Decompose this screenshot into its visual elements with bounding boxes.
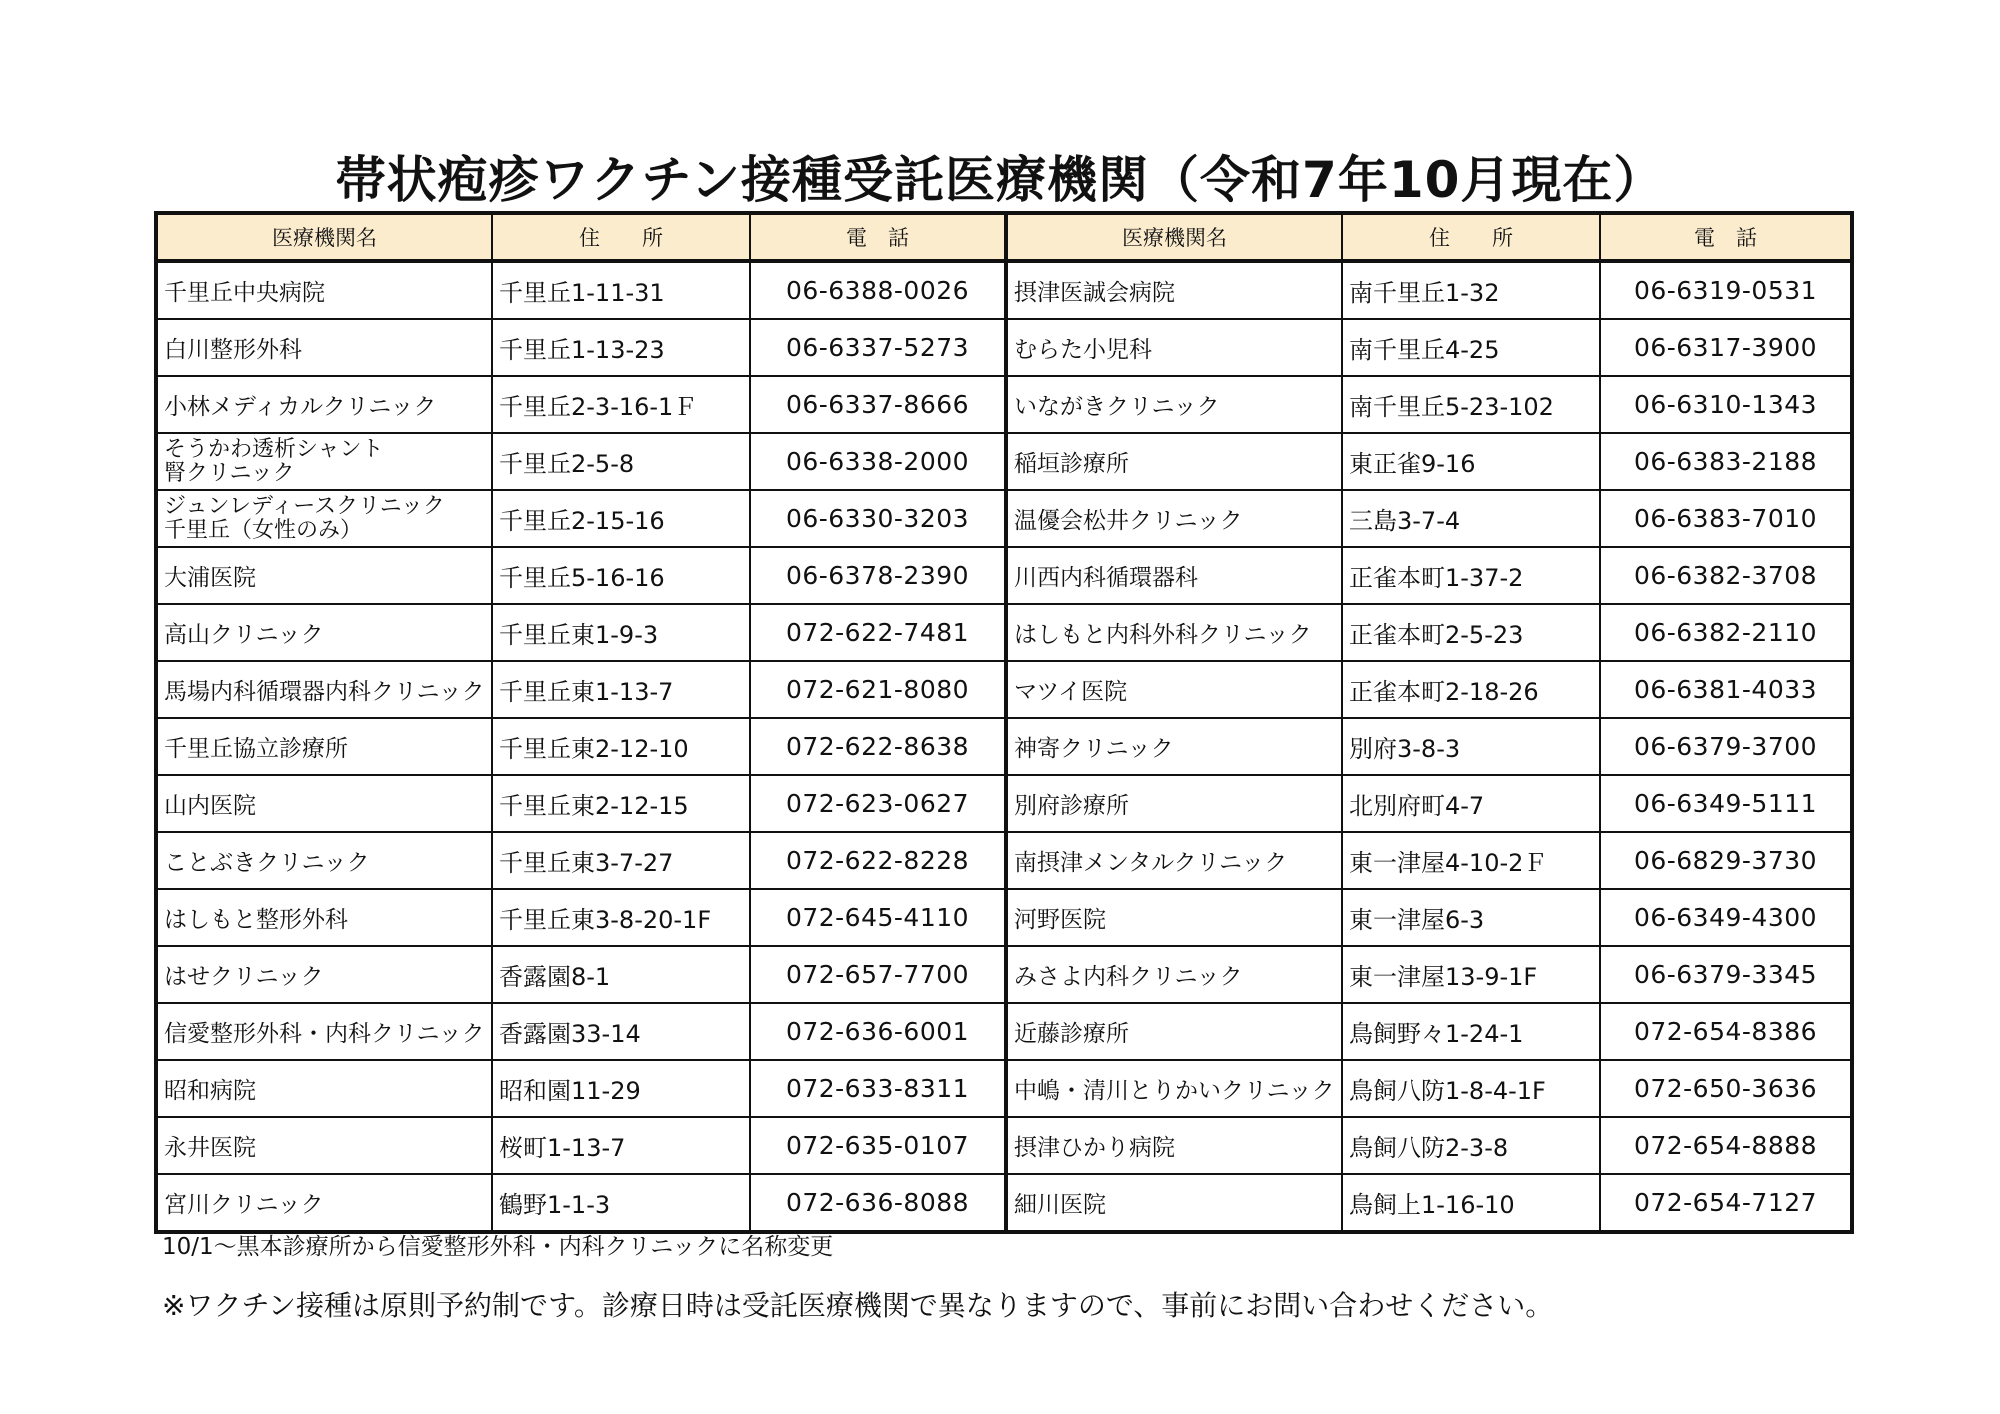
clinic-name-cell: 永井医院: [156, 1117, 492, 1174]
address-cell: 桜町1-13-7: [492, 1117, 750, 1174]
phone-cell: 072-645-4110: [750, 889, 1006, 946]
address-cell: 千里丘5-16-16: [492, 547, 750, 604]
address-cell: 千里丘1-13-23: [492, 319, 750, 376]
table-row: [156, 261, 1852, 319]
clinic-name-cell: 別府診療所: [1006, 775, 1342, 832]
phone-cell: 06-6349-4300: [1600, 889, 1852, 946]
clinic-name-cell: 摂津医誠会病院: [1006, 261, 1342, 319]
phone-cell: 072-636-6001: [750, 1003, 1006, 1060]
table-row: [156, 1060, 1852, 1117]
clinic-name-cell: むらた小児科: [1006, 319, 1342, 376]
clinic-name-cell: 宮川クリニック: [156, 1174, 492, 1232]
clinic-name-cell: 昭和病院: [156, 1060, 492, 1117]
address-cell: 千里丘2-5-8: [492, 433, 750, 490]
address-cell: 千里丘東3-8-20-1F: [492, 889, 750, 946]
address-cell: 南千里丘1-32: [1342, 261, 1600, 319]
clinic-table-wrapper: [154, 211, 1850, 1234]
table-row: [156, 1117, 1852, 1174]
address-cell: 三島3-7-4: [1342, 490, 1600, 547]
table-row: [156, 718, 1852, 775]
clinic-name-cell: 摂津ひかり病院: [1006, 1117, 1342, 1174]
clinic-name-cell: マツイ医院: [1006, 661, 1342, 718]
clinic-name-cell: 近藤診療所: [1006, 1003, 1342, 1060]
clinic-name-cell: 信愛整形外科・内科クリニック: [156, 1003, 492, 1060]
page-title: 帯状疱疹ワクチン接種受託医療機関（令和7年10月現在）: [335, 151, 1665, 209]
address-cell: 千里丘東2-12-10: [492, 718, 750, 775]
address-cell: 千里丘東2-12-15: [492, 775, 750, 832]
table-row: [156, 661, 1852, 718]
address-cell: 正雀本町2-18-26: [1342, 661, 1600, 718]
address-cell: 北別府町4-7: [1342, 775, 1600, 832]
clinic-name-cell: ことぶきクリニック: [156, 832, 492, 889]
phone-cell: 06-6330-3203: [750, 490, 1006, 547]
address-cell: 別府3-8-3: [1342, 718, 1600, 775]
table-row: [156, 319, 1852, 376]
phone-cell: 06-6379-3700: [1600, 718, 1852, 775]
clinic-name-cell: 千里丘協立診療所: [156, 718, 492, 775]
column-header-phone-right: 電 話: [1600, 213, 1852, 261]
column-header-name-left: 医療機関名: [156, 213, 492, 261]
clinic-name-cell: 白川整形外科: [156, 319, 492, 376]
table-row: [156, 604, 1852, 661]
phone-cell: 06-6382-2110: [1600, 604, 1852, 661]
phone-cell: 072-635-0107: [750, 1117, 1006, 1174]
phone-cell: 072-622-8228: [750, 832, 1006, 889]
clinic-name-cell: 稲垣診療所: [1006, 433, 1342, 490]
address-cell: 香露園33-14: [492, 1003, 750, 1060]
table-row: [156, 490, 1852, 547]
table-row: [156, 376, 1852, 433]
column-header-address-left: 住 所: [492, 213, 750, 261]
phone-cell: 072-633-8311: [750, 1060, 1006, 1117]
clinic-name-cell: 山内医院: [156, 775, 492, 832]
clinic-name-cell: 千里丘中央病院: [156, 261, 492, 319]
address-cell: 東一津屋13-9-1F: [1342, 946, 1600, 1003]
table-header-row: [156, 213, 1852, 261]
address-cell: 南千里丘5-23-102: [1342, 376, 1600, 433]
phone-cell: 072-623-0627: [750, 775, 1006, 832]
name-change-note: 10/1～黒本診療所から信愛整形外科・内科クリニックに名称変更: [162, 1234, 834, 1260]
phone-cell: 072-650-3636: [1600, 1060, 1852, 1117]
phone-cell: 06-6349-5111: [1600, 775, 1852, 832]
clinic-name-cell: 高山クリニック: [156, 604, 492, 661]
table-row: [156, 889, 1852, 946]
phone-cell: 06-6382-3708: [1600, 547, 1852, 604]
address-cell: 千里丘1-11-31: [492, 261, 750, 319]
address-cell: 鶴野1-1-3: [492, 1174, 750, 1232]
phone-cell: 072-654-8386: [1600, 1003, 1852, 1060]
column-header-address-right: 住 所: [1342, 213, 1600, 261]
address-cell: 千里丘2-3-16-1Ｆ: [492, 376, 750, 433]
address-cell: 正雀本町1-37-2: [1342, 547, 1600, 604]
clinic-name-cell: はせクリニック: [156, 946, 492, 1003]
address-cell: 南千里丘4-25: [1342, 319, 1600, 376]
phone-cell: 06-6383-2188: [1600, 433, 1852, 490]
phone-cell: 06-6337-5273: [750, 319, 1006, 376]
phone-cell: 072-622-8638: [750, 718, 1006, 775]
table-body: [156, 261, 1852, 1232]
phone-cell: 06-6388-0026: [750, 261, 1006, 319]
reservation-note: ※ワクチン接種は原則予約制です。診療日時は受託医療機関で異なりますので、事前にお問い合わせください。: [162, 1289, 1554, 1322]
address-cell: 香露園8-1: [492, 946, 750, 1003]
table-row: [156, 1003, 1852, 1060]
address-cell: 鳥飼八防2-3-8: [1342, 1117, 1600, 1174]
table-row: [156, 775, 1852, 832]
phone-cell: 06-6379-3345: [1600, 946, 1852, 1003]
phone-cell: 072-654-8888: [1600, 1117, 1852, 1174]
phone-cell: 072-657-7700: [750, 946, 1006, 1003]
address-cell: 鳥飼八防1-8-4-1F: [1342, 1060, 1600, 1117]
phone-cell: 072-621-8080: [750, 661, 1006, 718]
phone-cell: 06-6381-4033: [1600, 661, 1852, 718]
address-cell: 東正雀9-16: [1342, 433, 1600, 490]
table-row: [156, 1174, 1852, 1232]
clinic-name-cell: いながきクリニック: [1006, 376, 1342, 433]
phone-cell: 072-622-7481: [750, 604, 1006, 661]
phone-cell: 06-6317-3900: [1600, 319, 1852, 376]
clinic-name-cell: 細川医院: [1006, 1174, 1342, 1232]
address-cell: 千里丘東1-13-7: [492, 661, 750, 718]
address-cell: 鳥飼野々1-24-1: [1342, 1003, 1600, 1060]
address-cell: 千里丘2-15-16: [492, 490, 750, 547]
address-cell: 千里丘東1-9-3: [492, 604, 750, 661]
clinic-name-cell: はしもと内科外科クリニック: [1006, 604, 1342, 661]
phone-cell: 06-6338-2000: [750, 433, 1006, 490]
address-cell: 鳥飼上1-16-10: [1342, 1174, 1600, 1232]
phone-cell: 06-6337-8666: [750, 376, 1006, 433]
table-row: [156, 946, 1852, 1003]
clinic-name-cell: 中嶋・清川とりかいクリニック: [1006, 1060, 1342, 1117]
address-cell: 千里丘東3-7-27: [492, 832, 750, 889]
clinic-name-cell: 河野医院: [1006, 889, 1342, 946]
clinic-table: [154, 211, 1854, 1234]
clinic-name-cell: 大浦医院: [156, 547, 492, 604]
clinic-name-cell: 小林メディカルクリニック: [156, 376, 492, 433]
table-row: [156, 433, 1852, 490]
address-cell: 東一津屋6-3: [1342, 889, 1600, 946]
clinic-name-cell: 南摂津メンタルクリニック: [1006, 832, 1342, 889]
phone-cell: 072-654-7127: [1600, 1174, 1852, 1232]
clinic-name-cell: みさよ内科クリニック: [1006, 946, 1342, 1003]
address-cell: 正雀本町2-5-23: [1342, 604, 1600, 661]
table-row: [156, 832, 1852, 889]
column-header-phone-left: 電 話: [750, 213, 1006, 261]
phone-cell: 072-636-8088: [750, 1174, 1006, 1232]
clinic-name-cell: 神寄クリニック: [1006, 718, 1342, 775]
table-row: [156, 547, 1852, 604]
clinic-name-cell: 馬場内科循環器内科クリニック: [156, 661, 492, 718]
phone-cell: 06-6319-0531: [1600, 261, 1852, 319]
column-header-name-right: 医療機関名: [1006, 213, 1342, 261]
phone-cell: 06-6829-3730: [1600, 832, 1852, 889]
phone-cell: 06-6310-1343: [1600, 376, 1852, 433]
address-cell: 東一津屋4-10-2Ｆ: [1342, 832, 1600, 889]
clinic-name-cell: ジュンレディースクリニック 千里丘（女性のみ）: [156, 490, 492, 547]
clinic-name-cell: はしもと整形外科: [156, 889, 492, 946]
clinic-name-cell: そうかわ透析シャント 腎クリニック: [156, 433, 492, 490]
clinic-name-cell: 川西内科循環器科: [1006, 547, 1342, 604]
phone-cell: 06-6383-7010: [1600, 490, 1852, 547]
clinic-name-cell: 温優会松井クリニック: [1006, 490, 1342, 547]
address-cell: 昭和園11-29: [492, 1060, 750, 1117]
phone-cell: 06-6378-2390: [750, 547, 1006, 604]
